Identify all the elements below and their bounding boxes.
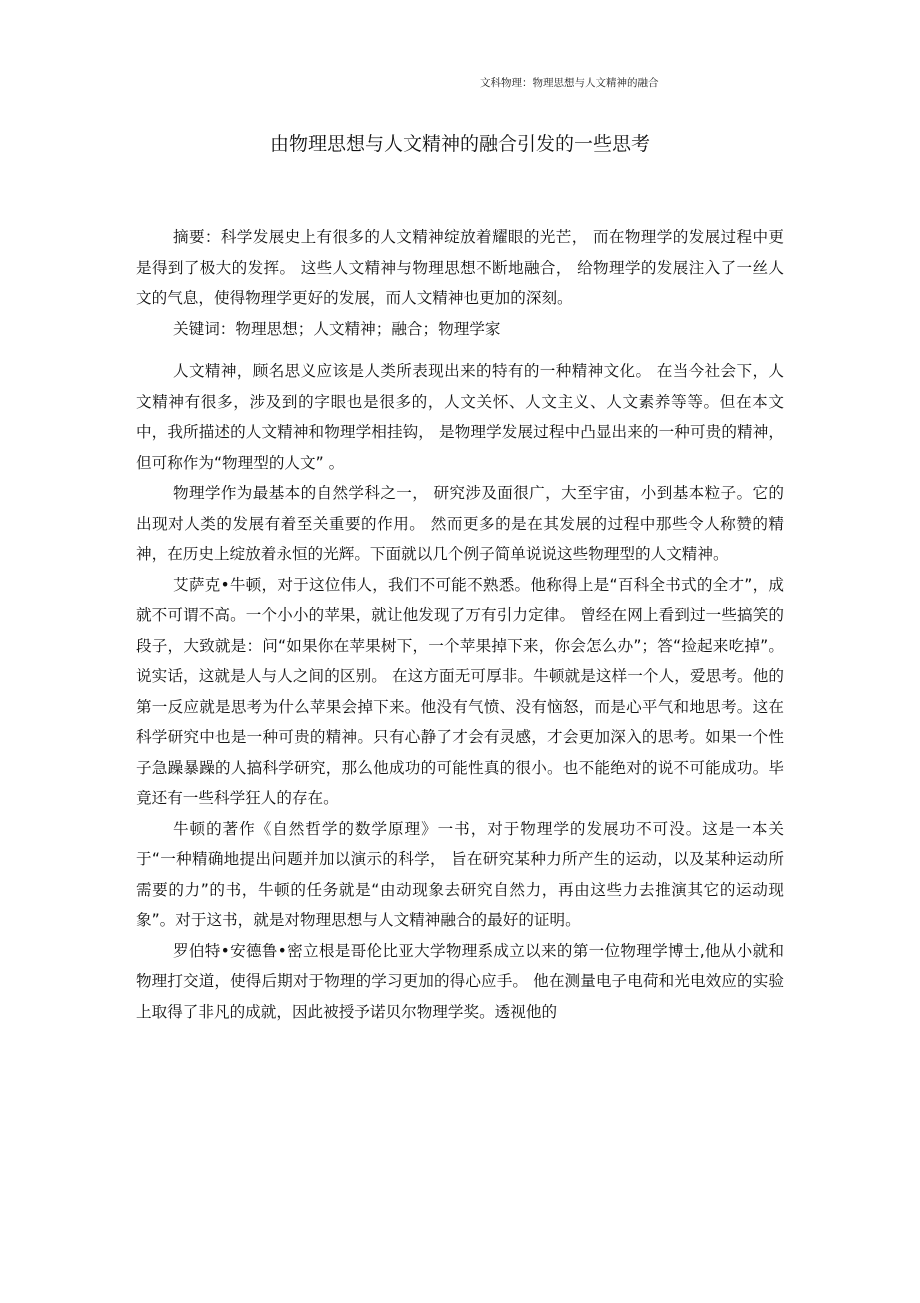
document-body [136,222,784,1027]
body-paragraph: 艾萨克•牛顿，对于这位伟人，我们不可能不熟悉。他称得上是“百科全书式的全才”，成就不可谓不高。一个小小的苹果，就让他发现了万有引力定律。 曾经在网上看到过一些搞笑的段子，大致就是：问“如果你在苹果树下，一个苹果掉下来，你会怎么办”；答“捡起来吃掉”。说实话，这就是人与人之间的区别。 在这方面无可厚非。牛顿就是这样一个人，爱思考。他的第一反应就是思考为什么苹果会掉下来。他没有气愤、没有恼怒，而是心平气和地思考。这在科学研究中也是一种可贵的精神。只有心静了才会有灵感，才会更加深入的思考。如果一个性子急躁暴躁的人搞科学研究，那么他成功的可能性真的很小。也不能绝对的说不可能成功。毕竟还有一些科学狂人的存在。 [136,575,784,807]
body-paragraph: 罗伯特•安德鲁•密立根是哥伦比亚大学物理系成立以来的第一位物理学博士,他从小就和物理打交道，使得后期对于物理的学习更加的得心应手。 他在测量电子电荷和光电效应的实验上取得了非凡的成就，因此被授予诺贝尔物理学奖。透视他的 [136,941,784,1021]
body-paragraph: 物理学作为最基本的自然学科之一， 研究涉及面很广，大至宇宙，小到基本粒子。它的出现对人类的发展有着至关重要的作用。 然而更多的是在其发展的过程中那些令人称赞的精神，在历史上绽放着永恒的光辉。下面就以几个例子简单说说这些物理型的人文精神。 [136,484,784,563]
running-header: 文科物理：物理思想与人文精神的融合 [480,77,659,89]
document-title: 由物理思想与人文精神的融合引发的一些思考 [269,133,650,155]
body-paragraph: 牛顿的著作《自然哲学的数学原理》一书，对于物理学的发展功不可没。这是一本关于“一种精确地提出问题并加以演示的科学， 旨在研究某种力所产生的运动，以及某种运动所需要的力”的书，牛顿的任务就是“由动现象去研究自然力，再由这些力去推演其它的运动现象”。对于这书，就是对物理思想与人文精神融合的最好的证明。 [136,819,784,929]
body-paragraph: 人文精神，顾名思义应该是人类所表现出来的特有的一种精神文化。 在当今社会下，人文精神有很多，涉及到的字眼也是很多的，人文关怀、人文主义、人文素养等等。但在本文中，我所描述的人文精神和物理学相挂钩， 是物理学发展过程中凸显出来的一种可贵的精神，但可称作为“物理型的人文” 。 [136,362,784,472]
abstract: 摘要：科学发展史上有很多的人文精神绽放着耀眼的光芒， 而在物理学的发展过程中更是得到了极大的发挥。 这些人文精神与物理思想不断地融合， 给物理学的发展注入了一丝人文的气息，使得物理学更好的发展，而人文精神也更加的深刻。 [136,228,784,307]
keywords: 关键词：物理思想；人文精神；融合；物理学家 [173,319,501,338]
